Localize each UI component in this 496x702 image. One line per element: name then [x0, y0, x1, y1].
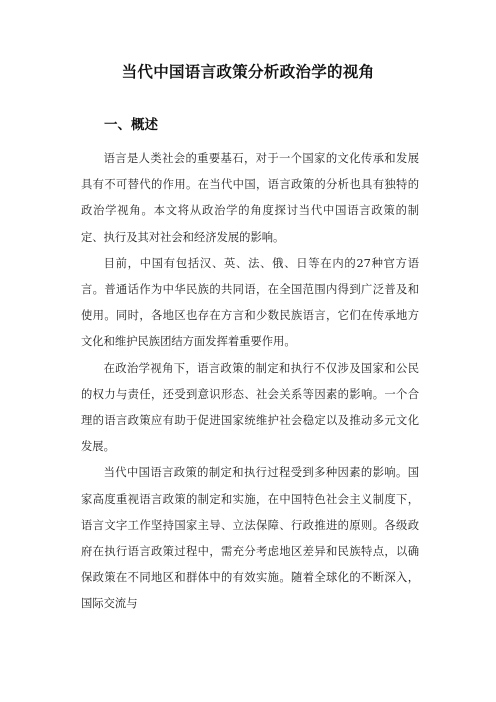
paragraph-3: 在政治学视角下，语言政策的制定和执行不仅涉及国家和公民的权力与责任，还受到意识形态、社会关系等因素的影响。一个合理的语言政策应有助于促进国家统维护社会稳定以及推动多元文化发展。	[81, 361, 419, 454]
document-title: 当代中国语言政策分析政治学的视角	[121, 63, 375, 81]
paragraph-4: 当代中国语言政策的制定和执行过程受到多种因素的影响。国家高度重视语言政策的制定和实施，在中国特色社会主义制度下，语言文字工作坚持国家主导、立法保障、行政推进的原则。各级政府在执行语言政策过程中，需充分考虑地区差异和民族特点，以确保政策在不同地区和群体中的有效实施。随着全球化的不断深入，国际交流与	[81, 466, 419, 611]
paragraph-1: 语言是人类社会的重要基石，对于一个国家的文化传承和发展具有不可替代的作用。在当代中国，语言政策的分析也具有独特的政治学视角。本文将从政治学的角度探讨当代中国语言政策的制定、执行及其对社会和经济发展的影响。	[81, 152, 419, 244]
document-body	[81, 146, 419, 618]
section-heading: 一、概述	[104, 117, 158, 133]
paragraph-2: 目前，中国有包括汉、英、法、俄、日等在内的27种官方语言。普通话作为中华民族的共同语，在全国范围内得到广泛普及和使用。同时，各地区也存在方言和少数民族语言，它们在传承地方文化和维护民族团结方面发挥着重要作用。	[81, 256, 419, 349]
